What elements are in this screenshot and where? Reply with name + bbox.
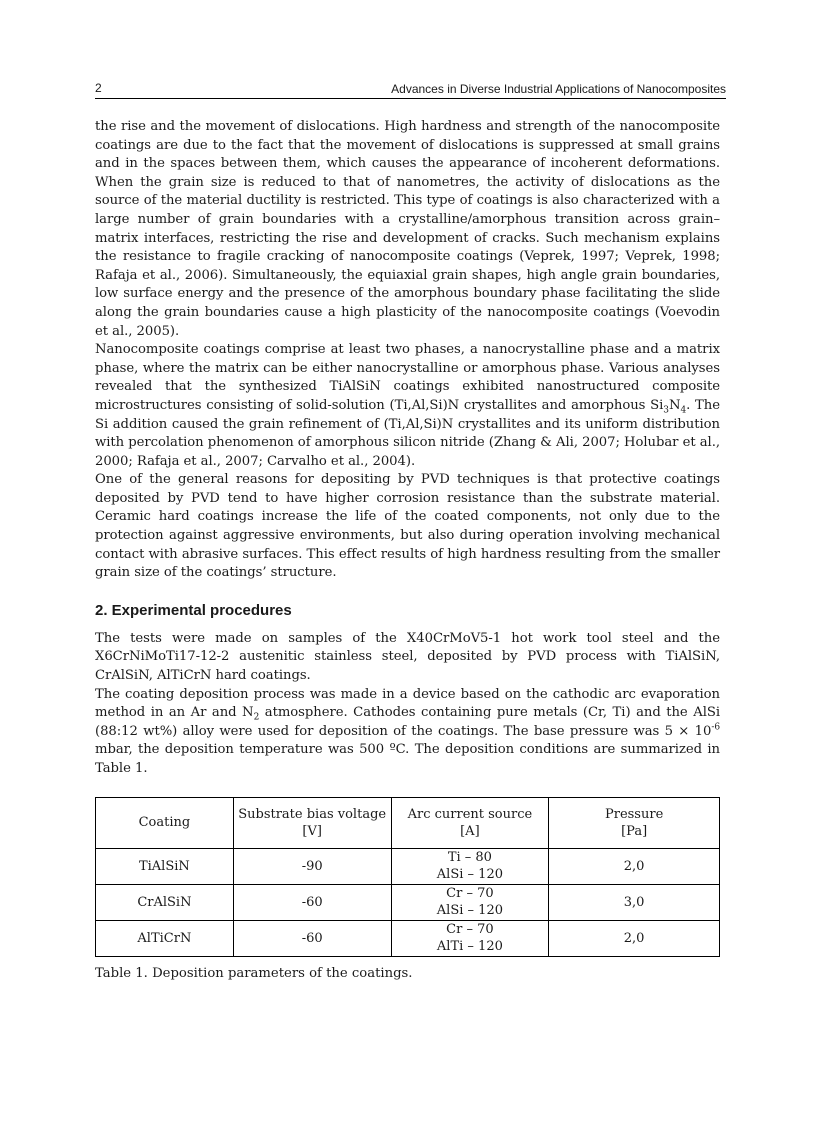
paragraph-1: the rise and the movement of dislocations. High hardness and strength of the nanocomposite coatings are due to the fact that the movement of dislocations is suppressed at small grains and in the spaces between them, which causes the appearance of incoherent deformations. When the grain size is reduced to that of nanometres, the activity of dislocations as the source of the material ductility is restricted. This type of coatings is also characterized with a large number of grain boundaries with a crystalline/amorphous transition across grain–matrix interfaces, restricting the rise and development of cracks. Such mechanism explains the resistance to fragile cracking of nanocomposite coatings (Veprek, 1997; Veprek, 1998; Rafaja et al., 2006). Simultaneously, the equiaxial grain shapes, high angle grain boundaries, low surface energy and the presence of the amorphous boundary phase facilitating the slide along the grain boundaries cause a high plasticity of the nanocomposite coatings (Voevodin et al., 2005). [95, 119, 720, 339]
running-header [95, 80, 726, 99]
table-header-row [96, 797, 720, 848]
header-pressure: Pressure [Pa] [549, 797, 720, 848]
cell-pressure: 2,0 [549, 920, 720, 956]
cell-bias: -90 [233, 848, 391, 884]
cell-pressure: 2,0 [549, 848, 720, 884]
paragraph-5: The coating deposition process was made in a device based on the cathodic arc evaporation method in an Ar and $N_2$ atmosphere. Cathodes containing pure metals (Cr, Ti) and the AlSi (88:12 wt%) alloy were used for deposition of the coatings. The base pressure was $5 \times 10^{-6}$ mbar, the deposition temperature was 500 ºC. The deposition conditions are summarized in Table 1. [95, 686, 721, 776]
cell-bias: -60 [233, 884, 391, 920]
page-content [95, 118, 720, 983]
header-coating: Coating [96, 797, 234, 848]
table-row [96, 920, 720, 956]
table-caption: Table 1. Deposition parameters of the coatings. [95, 965, 413, 981]
paragraph-3: One of the general reasons for depositing by PVD techniques is that protective coatings deposited by PVD tend to have higher corrosion resistance than the substrate material. Ceramic hard coatings increase the life of the coated components, not only due to the protection against aggressive environments, but also during operation involving mechanical contact with abrasive surfaces. This effect results of high hardness resulting from the smaller grain size of the coatings’ structure. [95, 472, 720, 581]
cell-coating: CrAlSiN [96, 884, 234, 920]
page-number: 2 [95, 81, 102, 95]
cell-coating: TiAlSiN [96, 848, 234, 884]
paragraph-4: The tests were made on samples of the X40CrMoV5-1 hot work tool steel and the X6CrNiMoTi17-12-2 austenitic stainless steel, deposited by PVD process with TiAlSiN, CrAlSiN, AlTiCrN hard coatings. [95, 630, 720, 684]
deposition-table [95, 797, 720, 957]
cell-pressure: 3,0 [549, 884, 720, 920]
cell-coating: AlTiCrN [96, 920, 234, 956]
table-row [96, 884, 720, 920]
header-arc-current: Arc current source [A] [391, 797, 549, 848]
cell-arc-current: Ti – 80 AlSi – 120 [391, 848, 549, 884]
header-bias: Substrate bias voltage [V] [233, 797, 391, 848]
table-row [96, 848, 720, 884]
running-title: Advances in Diverse Industrial Applications of Nanocomposites [391, 82, 726, 96]
section-heading: 2. Experimental procedures [95, 601, 292, 619]
cell-bias: -60 [233, 920, 391, 956]
cell-arc-current: Cr – 70 AlSi – 120 [391, 884, 549, 920]
paragraph-2: Nanocomposite coatings comprise at least two phases, a nanocrystalline phase and a matrix phase, where the matrix can be either nanocrystalline or amorphous phase. Various analyses revealed that the synthesized TiAlSiN coatings exhibited nanostructured composite microstructures consisting of solid-solution (Ti,Al,Si)N crystallites and amorphous $Si_3N_4$. The Si addition caused the grain refinement of (Ti,Al,Si)N crystallites and its uniform distribution with percolation phenomenon of amorphous silicon nitride (Zhang & Ali, 2007; Holubar et al., 2000; Rafaja et al., 2007; Carvalho et al., 2004). [95, 342, 720, 469]
cell-arc-current: Cr – 70 AlTi – 120 [391, 920, 549, 956]
